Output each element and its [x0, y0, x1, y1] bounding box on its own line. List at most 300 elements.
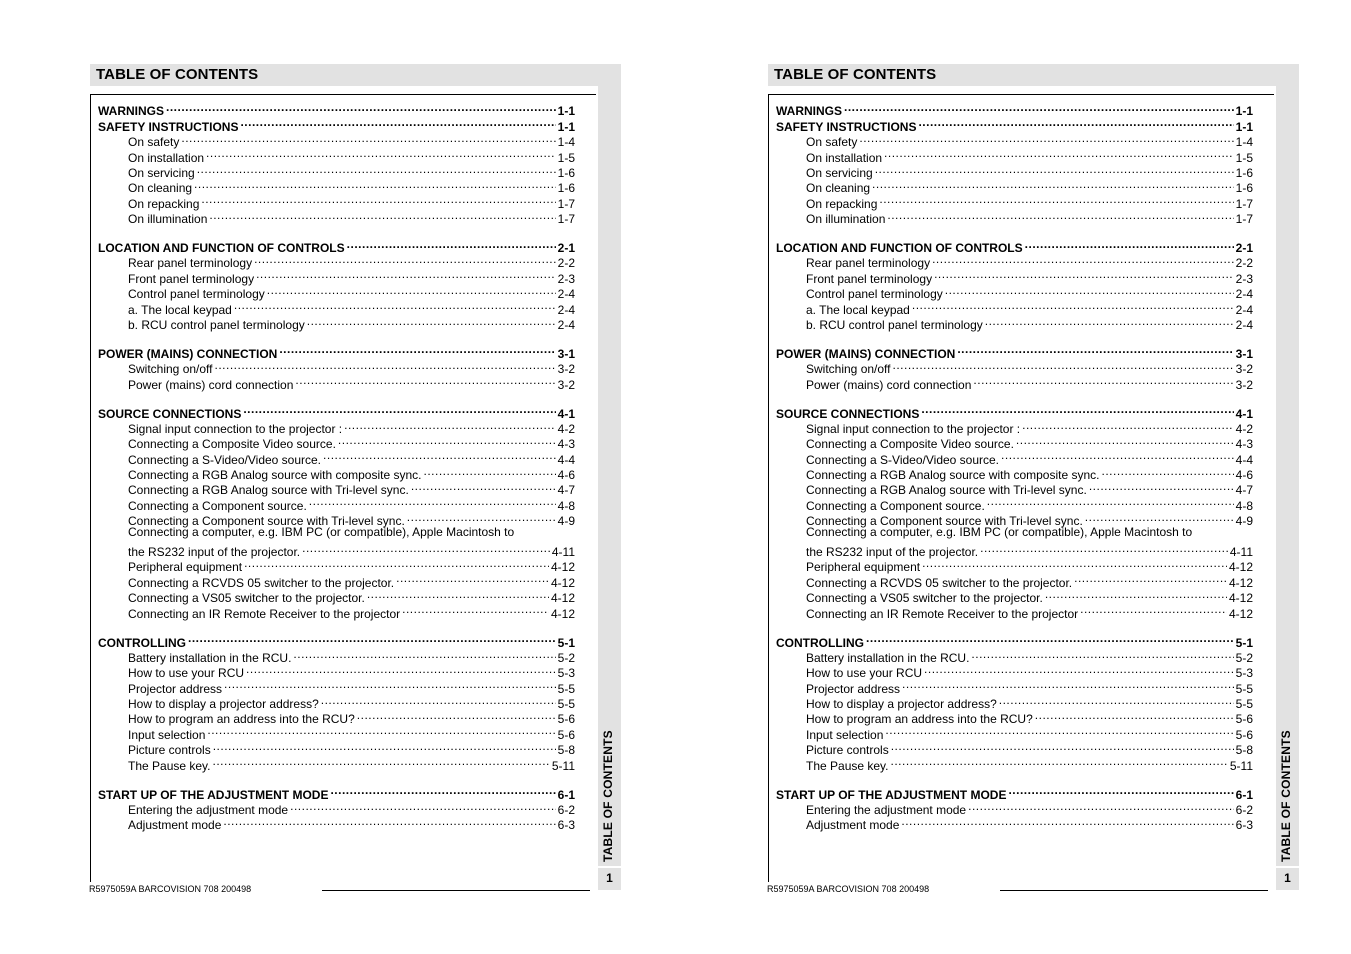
toc-entry-page: 4-3 — [1235, 437, 1253, 452]
toc-entry-page: 1-7 — [1235, 196, 1253, 211]
toc-entry-title: CONTROLLING — [776, 635, 864, 650]
dot-leader — [423, 464, 555, 479]
toc-entry-title: the RS232 input of the projector. — [806, 545, 979, 560]
toc-section — [98, 342, 575, 392]
toc-entry-page: 2-4 — [1235, 317, 1253, 332]
dot-leader — [973, 373, 1233, 388]
dot-leader — [309, 494, 556, 509]
toc-entry-page: 5-6 — [1235, 712, 1253, 727]
toc-entry-page: 4-11 — [1229, 545, 1253, 560]
toc-entry-page: 4-12 — [550, 560, 575, 575]
toc-entry-page: 4-1 — [557, 406, 575, 421]
toc-section — [98, 783, 575, 833]
toc-entry-page: 3-2 — [1235, 362, 1253, 377]
toc-entry-page: 5-5 — [1235, 697, 1253, 712]
dot-leader — [307, 314, 556, 329]
dot-leader — [367, 587, 549, 602]
toc-entry-title: SAFETY INSTRUCTIONS — [98, 119, 239, 134]
dot-leader — [1085, 510, 1234, 525]
dot-leader — [197, 162, 556, 177]
toc-entry-title: How to program an address into the RCU? — [806, 712, 1033, 727]
toc-entry-page: 1-6 — [1235, 165, 1253, 180]
toc-entry-title: Peripheral equipment — [806, 560, 921, 575]
toc-entry-page: 4-12 — [550, 591, 575, 606]
toc-heading-entry[interactable] — [98, 402, 575, 421]
toc-heading-entry[interactable] — [98, 342, 575, 361]
dot-leader — [234, 298, 556, 313]
dot-leader — [934, 267, 1234, 282]
toc-entry-title: Control panel terminology — [806, 287, 943, 302]
toc-entry-page: 1-7 — [1235, 212, 1253, 227]
dot-leader — [166, 100, 556, 115]
dot-leader — [844, 100, 1234, 115]
toc-entry-page: 4-2 — [1235, 421, 1253, 436]
toc-entry-page: 2-3 — [1235, 271, 1253, 286]
dot-leader — [347, 237, 556, 252]
toc-entry-title: Connecting an IR Remote Receiver to the projector — [806, 606, 1079, 621]
toc-section — [98, 402, 575, 621]
toc-entry-page: 1-4 — [1235, 135, 1253, 150]
toc-entry-title: Connecting a Component source with Tri-level sync. — [806, 514, 1083, 529]
toc-entry-page: 5-8 — [1235, 743, 1253, 758]
toc-entry-page: 5-5 — [557, 681, 575, 696]
dot-leader — [887, 208, 1233, 223]
toc-section — [776, 783, 1253, 833]
dot-leader — [872, 177, 1234, 192]
toc-entry-title: On safety — [806, 135, 858, 150]
dot-leader — [402, 602, 549, 617]
toc-entry-page: 4-7 — [1235, 483, 1253, 498]
dot-leader — [879, 192, 1233, 207]
toc-entry-title: Connecting a Composite Video source. — [128, 437, 336, 452]
dot-leader — [254, 252, 556, 267]
toc-entry-page: 2-1 — [1235, 241, 1253, 256]
toc-entry-page: 2-3 — [557, 271, 575, 286]
toc-entry-title: Adjustment mode — [806, 818, 900, 833]
toc-entry-title: Input selection — [806, 727, 884, 742]
toc-entry-page: 6-1 — [1235, 787, 1253, 802]
toc-entry-title: Connecting a S-Video/Video source. — [128, 452, 322, 467]
toc-entry-page: 4-8 — [557, 498, 575, 513]
left-page — [0, 0, 675, 954]
dot-leader — [338, 433, 556, 448]
dot-leader — [215, 358, 556, 373]
dot-leader — [885, 723, 1233, 738]
toc-list — [98, 100, 575, 843]
toc-entry-title: Connecting a RCVDS 05 switcher to the projector. — [128, 575, 395, 590]
dot-leader — [1022, 418, 1234, 433]
toc-entry-title: Connecting a Composite Video source. — [806, 437, 1014, 452]
toc-entry-title: Peripheral equipment — [128, 560, 243, 575]
toc-entry-title: On cleaning — [806, 181, 871, 196]
toc-entry-title: On repacking — [806, 196, 878, 211]
dot-leader — [1074, 571, 1227, 586]
side-tab-label: TABLE OF CONTENTS — [601, 730, 615, 862]
dot-leader — [279, 342, 555, 357]
toc-entry-page: 1-1 — [557, 104, 575, 119]
toc-entry-title: Rear panel terminology — [806, 256, 931, 271]
toc-entry-title: SOURCE CONNECTIONS — [98, 406, 242, 421]
dot-leader — [866, 631, 1234, 646]
toc-section — [776, 237, 1253, 332]
toc-entry-title: How to display a projector address? — [806, 697, 997, 712]
toc-entry-title: On installation — [806, 150, 883, 165]
toc-entry-page: 3-2 — [557, 377, 575, 392]
toc-entry-title: Power (mains) cord connection — [128, 377, 294, 392]
dot-leader — [891, 739, 1234, 754]
toc-entry-page: 1-1 — [1235, 104, 1253, 119]
toc-entry-title: On repacking — [128, 196, 200, 211]
toc-heading-entry[interactable] — [98, 237, 575, 256]
toc-entry-page: 5-5 — [557, 697, 575, 712]
toc-entry-page: 4-1 — [1235, 406, 1253, 421]
toc-entry-title: How to use your RCU — [128, 666, 245, 681]
dot-leader — [891, 754, 1228, 769]
toc-entry-title: WARNINGS — [776, 104, 842, 119]
toc-entry[interactable] — [98, 525, 575, 540]
toc-entry-page: 5-6 — [557, 727, 575, 742]
toc-entry-page: 1-6 — [557, 181, 575, 196]
toc-entry-page: 6-1 — [557, 787, 575, 802]
toc-entry-page: 4-6 — [1235, 468, 1253, 483]
toc-entry-title: How to use your RCU — [806, 666, 923, 681]
toc-entry-title: On safety — [128, 135, 180, 150]
toc-entry-page: 3-2 — [557, 362, 575, 377]
toc-entry-title: Control panel terminology — [128, 287, 265, 302]
toc-entry-title: a. The local keypad — [806, 302, 910, 317]
toc-entry-title: Connecting a VS05 switcher to the projector. — [806, 591, 1043, 606]
dot-leader — [302, 541, 550, 556]
toc-entry-page: 1-5 — [557, 150, 575, 165]
dot-leader — [1008, 783, 1233, 798]
toc-heading-entry[interactable] — [776, 631, 1253, 650]
toc-entry-page: 4-6 — [557, 468, 575, 483]
toc-heading-entry[interactable] — [776, 402, 1253, 421]
dot-leader — [243, 402, 555, 417]
toc-entry-title: On servicing — [806, 165, 873, 180]
toc-entry-page: 1-6 — [1235, 181, 1253, 196]
toc-entry-title: SOURCE CONNECTIONS — [776, 406, 920, 421]
frame-left-rule — [90, 94, 91, 882]
toc-entry-title: On cleaning — [128, 181, 193, 196]
dot-leader — [912, 298, 1234, 313]
toc-entry-page: 5-11 — [551, 758, 575, 773]
dot-leader — [971, 647, 1233, 662]
toc-section — [776, 100, 1253, 227]
toc-entry-page: 2-1 — [557, 241, 575, 256]
toc-entry-title: Switching on/off — [128, 362, 213, 377]
toc-entry-title: Connecting a Component source. — [128, 498, 307, 513]
dot-leader — [1089, 479, 1234, 494]
toc-entry-title: Battery installation in the RCU. — [806, 650, 970, 665]
toc-entry-title: Entering the adjustment mode — [128, 802, 289, 817]
toc-entry-title: LOCATION AND FUNCTION OF CONTROLS — [776, 241, 1023, 256]
toc-entry-title: a. The local keypad — [128, 302, 232, 317]
toc-entry-page: 2-2 — [1235, 256, 1253, 271]
toc-entry-page: 5-1 — [557, 635, 575, 650]
toc-entry-title: Connecting a VS05 switcher to the projector. — [128, 591, 365, 606]
toc-heading-entry[interactable] — [776, 100, 1253, 119]
dot-leader — [924, 662, 1234, 677]
toc-entry-page: 5-2 — [1235, 650, 1253, 665]
toc-entry-title: Front panel terminology — [806, 271, 933, 286]
toc-entry-page: 4-4 — [1235, 452, 1253, 467]
dot-leader — [194, 177, 556, 192]
dot-leader — [411, 479, 556, 494]
toc-entry-title: Connecting a RGB Analog source with Tri-level sync. — [128, 483, 409, 498]
dot-leader — [240, 115, 555, 130]
toc-entry-title: Connecting a RGB Analog source with composite sync. — [128, 468, 422, 483]
toc-entry-title: On installation — [128, 150, 205, 165]
toc-entry-title: Signal input connection to the projector : — [128, 421, 343, 436]
toc-entry-title: The Pause key. — [806, 758, 889, 773]
toc-entry-page: 1-5 — [1235, 150, 1253, 165]
toc-entry-page: 1-1 — [557, 119, 575, 134]
dot-leader — [330, 783, 555, 798]
dot-leader — [244, 556, 549, 571]
dot-leader — [932, 252, 1234, 267]
toc-entry-page: 1-4 — [557, 135, 575, 150]
toc-entry-title: Connecting a Component source. — [806, 498, 985, 513]
dot-leader — [209, 208, 555, 223]
dot-leader — [1080, 602, 1227, 617]
toc-entry-page: 5-5 — [1235, 681, 1253, 696]
toc-entry-page: 4-12 — [550, 575, 575, 590]
dot-leader — [921, 402, 1233, 417]
dot-leader — [246, 662, 556, 677]
dot-leader — [1101, 464, 1233, 479]
toc-entry-title: Connecting a S-Video/Video source. — [806, 452, 1000, 467]
dot-leader — [321, 693, 556, 708]
toc-entry-page: 2-4 — [1235, 287, 1253, 302]
right-page — [678, 0, 1351, 954]
page-title: TABLE OF CONTENTS — [774, 66, 937, 83]
dot-leader — [902, 677, 1234, 692]
page-title: TABLE OF CONTENTS — [96, 66, 259, 83]
toc-entry-title: Rear panel terminology — [128, 256, 253, 271]
toc-entry-page: 5-2 — [557, 650, 575, 665]
toc-entry-title: Switching on/off — [806, 362, 891, 377]
toc-entry-title: SAFETY INSTRUCTIONS — [776, 119, 917, 134]
toc-section — [776, 342, 1253, 392]
dot-leader — [267, 283, 556, 298]
toc-section — [98, 237, 575, 332]
toc-entry-title: Projector address — [806, 681, 901, 696]
toc-entry-page: 4-7 — [557, 483, 575, 498]
dot-leader — [223, 814, 555, 829]
dot-leader — [407, 510, 556, 525]
toc-entry-page: 4-12 — [1228, 560, 1253, 575]
footer-rule — [322, 890, 590, 891]
toc-entry-title: On illumination — [806, 212, 886, 227]
toc-entry-page: 4-3 — [557, 437, 575, 452]
toc-section — [776, 402, 1253, 621]
toc-entry-title: Picture controls — [128, 743, 211, 758]
toc-section — [98, 631, 575, 773]
toc-entry-title: Entering the adjustment mode — [806, 802, 967, 817]
toc-entry-title: Connecting a computer, e.g. IBM PC (or compatible), Apple Macintosh to — [806, 525, 1193, 540]
toc-heading-entry[interactable] — [98, 631, 575, 650]
toc-entry-title: Connecting a RGB Analog source with Tri-level sync. — [806, 483, 1087, 498]
toc-entry-title: START UP OF THE ADJUSTMENT MODE — [776, 787, 1007, 802]
toc-entry-page: 5-3 — [1235, 666, 1253, 681]
toc-entry-title: Picture controls — [806, 743, 889, 758]
toc-entry-page: 4-12 — [1228, 575, 1253, 590]
page-number: 1 — [598, 868, 621, 890]
toc-entry-page: 6-3 — [557, 818, 575, 833]
toc-entry-title: b. RCU control panel terminology — [806, 317, 983, 332]
toc-entry-title: The Pause key. — [128, 758, 211, 773]
dot-leader — [1016, 433, 1234, 448]
toc-entry-title: Front panel terminology — [128, 271, 255, 286]
toc-entry-title: Connecting an IR Remote Receiver to the projector — [128, 606, 401, 621]
dot-leader — [1001, 448, 1234, 463]
toc-entry-title: Projector address — [128, 681, 223, 696]
toc-entry-title: the RS232 input of the projector. — [128, 545, 301, 560]
dot-leader — [188, 631, 556, 646]
toc-entry-title: Connecting a RGB Analog source with composite sync. — [806, 468, 1100, 483]
toc-entry-title: Connecting a RCVDS 05 switcher to the projector. — [806, 575, 1073, 590]
toc-entry-page: 3-2 — [1235, 377, 1253, 392]
dot-leader — [918, 115, 1233, 130]
toc-entry-title: CONTROLLING — [98, 635, 186, 650]
footer-doc-id: R5975059A BARCOVISION 708 200498 — [767, 884, 930, 894]
dot-leader — [206, 146, 556, 161]
dot-leader — [987, 494, 1234, 509]
dot-leader — [290, 799, 556, 814]
dot-leader — [859, 131, 1233, 146]
toc-entry-title: Power (mains) cord connection — [806, 377, 972, 392]
toc-heading-entry[interactable] — [776, 237, 1253, 256]
dot-leader — [224, 677, 556, 692]
footer-rule — [1000, 890, 1268, 891]
toc-entry-page: 1-6 — [557, 165, 575, 180]
toc-heading-entry[interactable] — [776, 783, 1253, 802]
frame-top-rule — [90, 94, 596, 95]
toc-entry-title: b. RCU control panel terminology — [128, 317, 305, 332]
dot-leader — [985, 314, 1234, 329]
toc-entry-title: START UP OF THE ADJUSTMENT MODE — [98, 787, 329, 802]
toc-heading-entry[interactable] — [98, 115, 575, 134]
dot-leader — [1035, 708, 1234, 723]
toc-entry-title: LOCATION AND FUNCTION OF CONTROLS — [98, 241, 345, 256]
toc-entry-page: 6-2 — [1235, 802, 1253, 817]
dot-leader — [922, 556, 1227, 571]
toc-entry-title: POWER (MAINS) CONNECTION — [776, 346, 956, 361]
toc-entry-title: Signal input connection to the projector : — [806, 421, 1021, 436]
toc-entry-title: How to program an address into the RCU? — [128, 712, 355, 727]
toc-heading-entry[interactable] — [98, 783, 575, 802]
dot-leader — [207, 723, 555, 738]
toc-entry-title: Adjustment mode — [128, 818, 222, 833]
toc-entry-page: 6-3 — [1235, 818, 1253, 833]
dot-leader — [901, 814, 1233, 829]
dot-leader — [884, 146, 1234, 161]
toc-entry-page: 4-9 — [1235, 514, 1253, 529]
toc-entry-title: Input selection — [128, 727, 206, 742]
toc-entry-page: 5-6 — [1235, 727, 1253, 742]
toc-entry-title: On illumination — [128, 212, 208, 227]
toc-entry-page: 2-4 — [557, 287, 575, 302]
toc-entry-title: POWER (MAINS) CONNECTION — [98, 346, 278, 361]
dot-leader — [1045, 587, 1227, 602]
toc-entry-page: 3-1 — [1235, 346, 1253, 361]
toc-list — [776, 100, 1253, 843]
toc-entry-page: 1-1 — [1235, 119, 1253, 134]
toc-entry-page: 4-12 — [1228, 606, 1253, 621]
toc-entry-page: 5-11 — [1229, 758, 1253, 773]
toc-entry-title: Connecting a computer, e.g. IBM PC (or compatible), Apple Macintosh to — [128, 525, 515, 540]
toc-entry-page: 4-12 — [1228, 591, 1253, 606]
toc-section — [776, 631, 1253, 773]
dot-leader — [181, 131, 555, 146]
toc-entry-title: Connecting a Component source with Tri-level sync. — [128, 514, 405, 529]
toc-entry-title: How to display a projector address? — [128, 697, 319, 712]
toc-entry-page: 4-2 — [557, 421, 575, 436]
dot-leader — [213, 754, 550, 769]
toc-entry-page: 1-7 — [557, 196, 575, 211]
toc-entry-page: 4-12 — [550, 606, 575, 621]
footer-doc-id: R5975059A BARCOVISION 708 200498 — [89, 884, 252, 894]
dot-leader — [213, 739, 556, 754]
toc-entry-title: On servicing — [128, 165, 195, 180]
dot-leader — [295, 373, 555, 388]
dot-leader — [957, 342, 1233, 357]
toc-entry[interactable] — [776, 541, 1253, 560]
toc-entry-page: 2-4 — [557, 317, 575, 332]
toc-heading-entry[interactable] — [776, 342, 1253, 361]
dot-leader — [323, 448, 556, 463]
frame-left-rule — [768, 94, 769, 882]
dot-leader — [256, 267, 556, 282]
toc-entry-page: 5-3 — [557, 666, 575, 681]
toc-entry-page: 4-9 — [557, 514, 575, 529]
toc-heading-entry[interactable] — [98, 100, 575, 119]
toc-heading-entry[interactable] — [776, 115, 1253, 134]
toc-entry[interactable] — [776, 525, 1253, 540]
toc-entry-page: 5-8 — [557, 743, 575, 758]
dot-leader — [344, 418, 556, 433]
dot-leader — [893, 358, 1234, 373]
toc-section — [98, 100, 575, 227]
toc-entry-page: 2-2 — [557, 256, 575, 271]
toc-entry-page: 4-4 — [557, 452, 575, 467]
dot-leader — [875, 162, 1234, 177]
toc-entry-page: 2-4 — [557, 302, 575, 317]
dot-leader — [293, 647, 555, 662]
toc-entry-title: WARNINGS — [98, 104, 164, 119]
toc-entry[interactable] — [98, 541, 575, 560]
toc-entry-page: 2-4 — [1235, 302, 1253, 317]
toc-entry-page: 6-2 — [557, 802, 575, 817]
dot-leader — [201, 192, 555, 207]
toc-entry-page: 5-1 — [1235, 635, 1253, 650]
toc-entry-page: 5-6 — [557, 712, 575, 727]
dot-leader — [968, 799, 1234, 814]
dot-leader — [396, 571, 549, 586]
page-number: 1 — [1276, 868, 1299, 890]
dot-leader — [1025, 237, 1234, 252]
toc-entry-page: 4-8 — [1235, 498, 1253, 513]
dot-leader — [357, 708, 556, 723]
dot-leader — [980, 541, 1228, 556]
frame-top-rule — [768, 94, 1274, 95]
dot-leader — [999, 693, 1234, 708]
toc-entry-page: 1-7 — [557, 212, 575, 227]
toc-entry-page: 4-11 — [551, 545, 575, 560]
toc-entry-title: Battery installation in the RCU. — [128, 650, 292, 665]
dot-leader — [945, 283, 1234, 298]
